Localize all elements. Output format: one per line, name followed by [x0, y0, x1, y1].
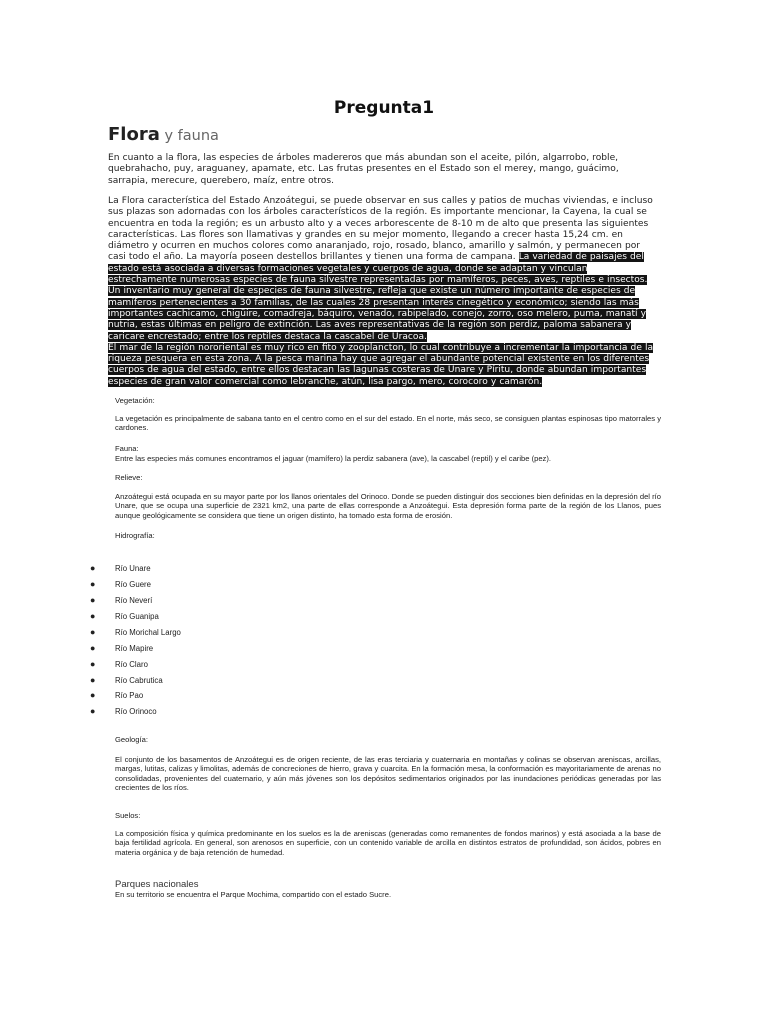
vegetacion-label: Vegetación: [115, 396, 155, 405]
geologia-text: El conjunto de los basamentos de Anzoátegui es de origen reciente, de las eras terciaria y cuaternaria en montañas y colinas se observan areniscas, arcillas, margas, lutitas, calizas y limolitas, además de concreciones de hierro, grava y cuarcita. En la formación mesa, la conformación es mayoritariamente de arenas no consolidadas, provenientes del cuaternario, y aún más jóvenes son los depósitos sedimentarios originados por las inundaciones periódicas generadas por las crecientes de los ríos. [115, 755, 661, 793]
flora-main-text: La Flora característica del Estado Anzoátegui, se puede observar en sus calles y patios de muchas viviendas, e incluso sus plazas son adornadas con los árboles característicos de la región. Es importante mencionar, la Cayena, la cual se encuentra en toda la región; es un arbusto alto y a veces arborescente de 8-10 m de alto que presenta las siguientes características. Las flores son llamativas y grandes en su mejor momento, llegando a crecer hasta 15,24 cm. en diámetro y ocurren en muchos colores como anaranjado, rojo, rosado, blanco, amarillo y salmón, y permanecen por casi todo el año. La mayoría poseen destellos brillantes y tienen una forma de campana. [108, 196, 653, 263]
page-title: Pregunta1 [333, 98, 435, 118]
bullet-icon: ● [90, 643, 96, 653]
fauna-label: Fauna: [115, 444, 139, 453]
marine-highlighted-text: El mar de la región nororiental es muy rico en fito y zooplancton, lo cual contribuye a incrementar la importancia de la riqueza pesquera en esta zona. A la pesca marina hay que agregar el abundante potencial existente en los diferentes cuerpos de agua del estado, entre ellos destacan las lagunas costeras de Unare y Píritu, donde abundan importantes especies de gran valor comercial como lebranche, atún, lisa pargo, mero, corocoro y camarón. [108, 342, 654, 387]
bullet-icon: ● [90, 627, 96, 637]
bullet-icon: ● [90, 675, 96, 685]
bullet-icon: ● [90, 690, 96, 700]
section-heading [108, 124, 219, 145]
fauna-text: Entre las especies más comunes encontramos el jaguar (mamífero) la perdiz sabanera (ave), la cascabel (reptil) y el caribe (pez). [115, 454, 551, 463]
relieve-label: Relieve: [115, 473, 143, 482]
bullet-icon: ● [90, 706, 96, 716]
flora-intro-paragraph: En cuanto a la flora, las especies de árboles madereros que más abundan son el aceite, pilón, algarrobo, roble, quebrahacho, puy, araguaney, apamate, etc. Las frutas presentes en el Estado son el merey, mango, guácimo, sarrapia, merecure, querebero, maíz, entre otros. [108, 153, 619, 186]
fauna-highlighted-text: La variedad de paisajes del estado está asociada a diversas formaciones vegetales y cuerpos de agua, donde se adaptan y vinculan estrechamente numerosas especies de fauna silvestre representadas por mamíferos, peces, aves, reptiles e insectos. Un inventario muy general de especies de fauna silvestre, refleja que existe un número importante de especies de mamíferos pertenecientes a 30 familias, de las cuales 28 presentan interés cinegético y económico; siendo las más importantes cachicamo, chigüire, comadreja, báquiro, venado, rabipelado, conejo, zorro, oso melero, puma, manatí y nutria, estas últimas en peligro de extinción. Las aves representativas de la región son perdiz, paloma sabanera y caricare encrestado; entre los reptiles destaca la cascabel de Uracoa. [108, 252, 648, 342]
parques-text: En su territorio se encuentra el Parque Mochima, compartido con el estado Sucre. [115, 890, 392, 899]
heading-bold: Flora [108, 124, 160, 145]
bullet-icon: ● [90, 595, 96, 605]
bullet-icon: ● [90, 611, 96, 621]
bullet-icon: ● [90, 579, 96, 589]
bullet-icon: ● [90, 563, 96, 573]
vegetacion-text: La vegetación es principalmente de sabana tanto en el centro como en el sur del estado. En el norte, más seco, se consiguen plantas espinosas tipo matorrales y cardones. [115, 414, 661, 433]
hidrografia-label: Hidrografía: [115, 531, 155, 540]
relieve-text: Anzoátegui está ocupada en su mayor parte por los llanos orientales del Orinoco. Donde se pueden distinguir dos secciones bien definidas en la depresión del río Unare, que se ocupa una superficie de 2321 km2, una parte de ellas corresponde a Anzoátegui. Esta depresión forma parte de la región de los Llanos, pues aunque geológicamente se considera que tiene un origen distinto, ha tomado esta forma de erosión. [115, 492, 661, 520]
bullet-icon: ● [90, 659, 96, 669]
geologia-label: Geología: [115, 735, 148, 744]
document-page: Pregunta1 Flora y fauna En cuanto a la flora, las especies de árboles madereros que más abundan son el aceite, pilón, algarrobo, roble, quebrahacho, puy, araguaney, apamate, etc. Las frutas presentes en el Estado son el merey, mango, guácimo, sarrapia, merecure, querebero, maíz, entre otros. La Flora característica del Estado Anzoátegui, se puede observar en sus calles y patios de muchas viviendas, e incluso sus plazas son adornadas con los árboles característicos de la región. Es importante mencionar, la Cayena, la cual se encuentra en toda la región; es un arbusto alto y a veces arborescente de 8-10 m de alto que presenta las siguientes características. Las flores son llamativas y grandes en su mejor momento, llegando a crecer hasta 15,24 cm. en diámetro y ocurren en muchos colores como anaranjado, rojo, rosado, blanco, amarillo y salmón, y permanecen por casi todo el año. La mayoría poseen destellos brillantes y tienen una forma de campana. La variedad de paisajes del estado está asociada a diversas formaciones vegetales y cuerpos de agua, donde se adaptan y vinculan estrechamente numerosas especies de fauna silvestre representadas por mamíferos, peces, aves, reptiles e insectos. Un inventario muy general de especies de fauna silvestre, refleja que existe un número importante de especies de mamíferos pertenecientes a 30 familias, de las cuales 28 presentan interés cinegético y económico; siendo las más importantes cachicamo, chigüire, comadreja, báquiro, venado, rabipelado, conejo, zorro, oso melero, puma, manatí y nutria, estas últimas en peligro de extinción. Las aves representativas de la región son perdiz, paloma sabanera y caricare encrestado; entre los reptiles destaca la cascabel de Uracoa. El mar de la región nororiental es muy rico en fito y zooplancton, lo cual contribuye a incrementar la importancia de la riqueza pesquera en esta zona. A la pesca marina hay que agregar el abundante potencial existente en los diferentes cuerpos de agua del estado, entre ellos destacan las lagunas costeras de Unare y Píritu, donde abundan importantes especies de gran valor comercial como lebranche, atún, lisa pargo, mero, corocoro y camarón. Vegetación: La vegetación es principalmente de sabana tanto en el centro como en el sur del estado. En el norte, más seco, se consiguen plantas espinosas tipo matorrales y cardones. Fauna: Entre las especies más comunes encontramos el jaguar (mamífero) la perdiz sabanera (ave), la cascabel (reptil) y el caribe (pez). Relieve: Anzoátegui está ocupada en su mayor parte por los llanos orientales del Orinoco. Donde se pueden distinguir dos secciones bien definidas en la depresión del río Unare, que se ocupa una superficie de 2321 km2, una parte de ellas corresponde a Anzoátegui. Esta depresión forma parte de la región de los Llanos, pues aunque geológicamente se considera que tiene un origen distinto, ha tomado esta forma de erosión. Hidrografía: ● Río Unare ● Río Guere ● Río Neverí ● Río Guanipa ● Río Morichal Largo ● Río Mapire ● Río Claro ● Río Cabrutica ● Río Pao ● Río Orinoco Geología: El conjunto de los basamentos de Anzoátegui es de origen reciente, de las eras terciaria y cuaternaria en montañas y colinas se observan areniscas, arcillas, margas, lutitas, calizas y limolitas, además de concreciones de hierro, grava y cuarcita. En la formación mesa, la conformación es mayoritariamente de arenas no consolidadas, provenientes del cuaternario, y aún más jóvenes son los depósitos sedimentarios originados por las inundaciones periódicas generadas por las crecientes de los ríos. Suelos: La composición física y química predominante en los suelos es la de areniscas (generadas como remanentes de fondos marinos) y está asociada a la base de baja fertilidad agrícola. En general, son arenosos en superficie, con un contenido variable de arcilla en distintos estratos de profundidad, son ácidos, pobres en materia orgánica y de baja retención de humedad. Parques nacionales En su territorio se encuentra el Parque Mochima, compartido con el estado Sucre. [0, 0, 768, 1024]
heading-light: y fauna [159, 128, 219, 144]
parques-label: Parques nacionales [115, 879, 199, 890]
suelos-label: Suelos: [115, 811, 141, 820]
suelos-text: La composición física y química predominante en los suelos es la de areniscas (generadas como remanentes de fondos marinos) y está asociada a la base de baja fertilidad agrícola. En general, son arenosos en superficie, con un contenido variable de arcilla en distintos estratos de profundidad, son ácidos, pobres en materia orgánica y de baja retención de humedad. [115, 829, 661, 857]
flora-main-paragraph [108, 196, 656, 388]
